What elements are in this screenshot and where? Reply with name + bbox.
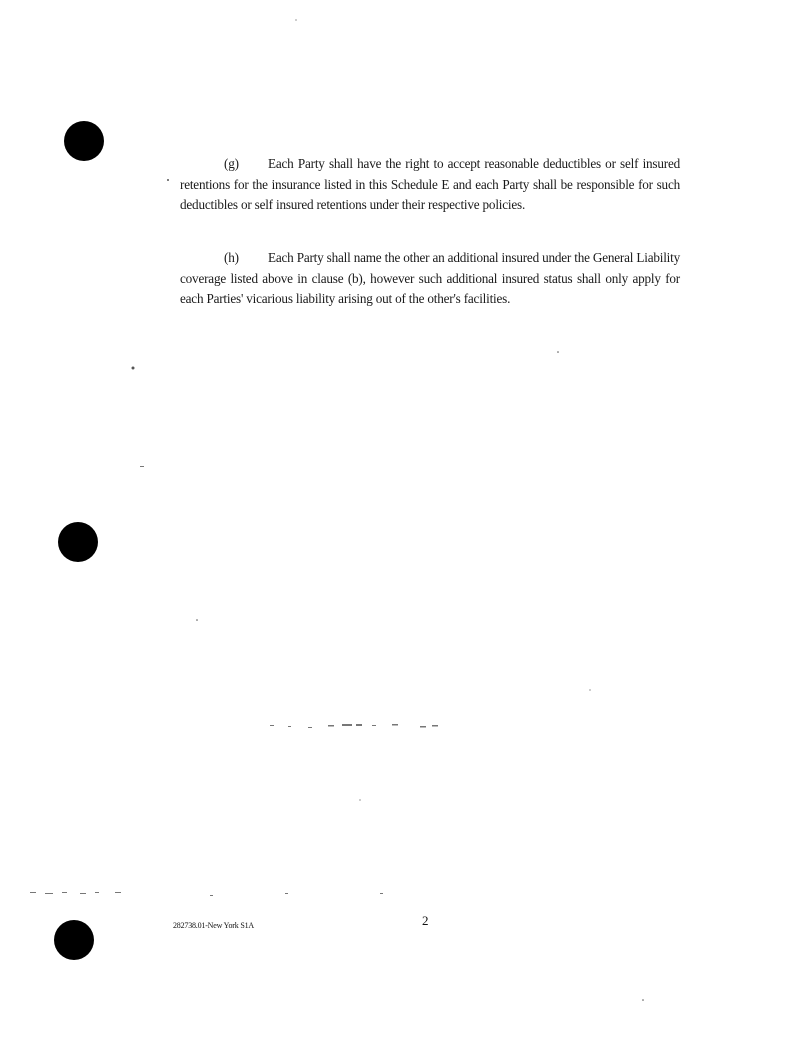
clause-marker: (h) xyxy=(224,250,239,265)
clause-text: Each Party shall have the right to accept reasonable deductibles or self insured retentions for the insurance listed in this Schedule E and each Party shall be responsible for such deductibles or self insured retentions under their respective policies. xyxy=(180,156,680,212)
clause-marker: (g) xyxy=(224,156,239,171)
clause-h xyxy=(180,248,680,310)
page-number: 2 xyxy=(422,913,429,928)
clause-text: Each Party shall name the other an additional insured under the General Liability coverage listed above in clause (b), however such additional insured status shall only apply for each Parties' vicarious liability arising out of the other's facilities. xyxy=(180,250,680,306)
clause-g xyxy=(180,154,680,216)
document-id: 282738.01-New York S1A xyxy=(173,921,254,930)
